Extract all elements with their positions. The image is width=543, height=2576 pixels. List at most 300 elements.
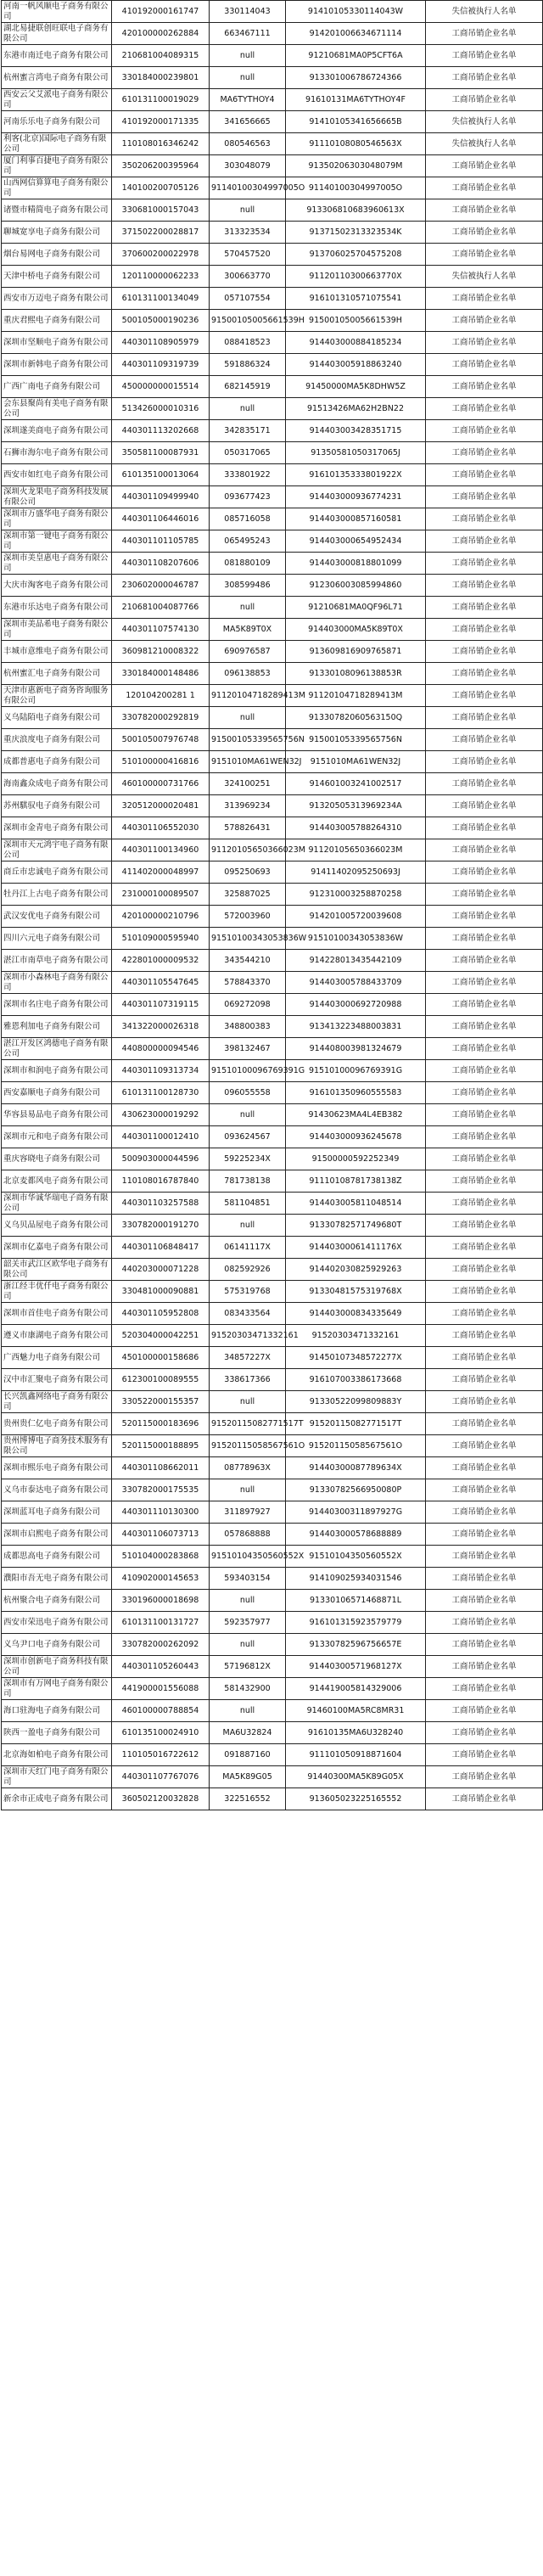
registration-number-cell: 612300100089555 bbox=[112, 1369, 210, 1391]
organization-code-cell: 57196812X bbox=[210, 1656, 286, 1678]
status-cell: 工商吊销企业名单 bbox=[426, 177, 543, 199]
company-name-cell: 深圳市美品希电子商务有限公司 bbox=[2, 619, 112, 641]
company-name-cell: 利客(北京)国际电子商务有限公司 bbox=[2, 133, 112, 155]
table-row bbox=[2, 1281, 543, 1303]
status-cell: 工商吊销企业名单 bbox=[426, 354, 543, 376]
status-cell: 工商吊销企业名单 bbox=[426, 244, 543, 266]
status-cell: 工商吊销企业名单 bbox=[426, 1082, 543, 1104]
registration-number-cell: 610131100134049 bbox=[112, 288, 210, 310]
credit-code-cell: 91513426MA62H2BN22 bbox=[286, 398, 426, 420]
credit-code-cell: 91411402095250693J bbox=[286, 861, 426, 884]
table-row bbox=[2, 266, 543, 288]
credit-code-cell: 914403000654952434 bbox=[286, 530, 426, 553]
organization-code-cell: MA5K89G05 bbox=[210, 1766, 286, 1788]
company-name-cell: 杭州蜜汇电子商务有限公司 bbox=[2, 663, 112, 685]
credit-code-cell: 914601003241002517 bbox=[286, 773, 426, 795]
company-name-cell: 西安市万迈电子商务有限公司 bbox=[2, 288, 112, 310]
registration-number-cell: 410902000145653 bbox=[112, 1568, 210, 1590]
table-row bbox=[2, 310, 543, 332]
status-cell: 工商吊销企业名单 bbox=[426, 553, 543, 575]
status-cell: 工商吊销企业名单 bbox=[426, 1325, 543, 1347]
organization-code-cell: 578826431 bbox=[210, 817, 286, 839]
table-row bbox=[2, 508, 543, 530]
status-cell: 工商吊销企业名单 bbox=[426, 199, 543, 222]
registration-number-cell: 520115000188895 bbox=[112, 1435, 210, 1457]
status-cell: 工商吊销企业名单 bbox=[426, 685, 543, 707]
status-cell: 工商吊销企业名单 bbox=[426, 1038, 543, 1060]
table-row bbox=[2, 751, 543, 773]
registration-number-cell: 231000100089507 bbox=[112, 884, 210, 906]
credit-code-cell: 91430623MA4L4EB382 bbox=[286, 1104, 426, 1126]
organization-code-cell: 348800383 bbox=[210, 1016, 286, 1038]
organization-code-cell: 300663770 bbox=[210, 266, 286, 288]
credit-code-cell: 91460100MA5RC8MR31 bbox=[286, 1700, 426, 1722]
status-cell: 工商吊销企业名单 bbox=[426, 530, 543, 553]
registration-number-cell: 371502200028817 bbox=[112, 222, 210, 244]
table-row bbox=[2, 663, 543, 685]
table-row bbox=[2, 1744, 543, 1766]
credit-code-cell: 914403005918863240 bbox=[286, 354, 426, 376]
organization-code-cell: 085716058 bbox=[210, 508, 286, 530]
table-row bbox=[2, 597, 543, 619]
company-name-cell: 深圳市小森林电子商务有限公司 bbox=[2, 972, 112, 994]
registration-number-cell: 440301108905979 bbox=[112, 332, 210, 354]
status-cell: 工商吊销企业名单 bbox=[426, 1126, 543, 1148]
status-cell: 工商吊销企业名单 bbox=[426, 1193, 543, 1215]
organization-code-cell: null bbox=[210, 45, 286, 67]
company-list-table bbox=[1, 0, 543, 1810]
credit-code-cell: 91330522099809883Y bbox=[286, 1391, 426, 1413]
credit-code-cell: 91440300MA5K89G05X bbox=[286, 1766, 426, 1788]
table-row bbox=[2, 1170, 543, 1193]
table-row bbox=[2, 45, 543, 67]
status-cell: 工商吊销企业名单 bbox=[426, 817, 543, 839]
registration-number-cell: 430623000019292 bbox=[112, 1104, 210, 1126]
registration-number-cell: 440301108207606 bbox=[112, 553, 210, 575]
registration-number-cell: 341322000026318 bbox=[112, 1016, 210, 1038]
table-row bbox=[2, 1038, 543, 1060]
credit-code-cell: 91330481575319768X bbox=[286, 1281, 426, 1303]
table-row bbox=[2, 1524, 543, 1546]
company-name-cell: 海口驻海电子商务有限公司 bbox=[2, 1700, 112, 1722]
status-cell: 工商吊销企业名单 bbox=[426, 1281, 543, 1303]
organization-code-cell: 91500105339565756N bbox=[210, 729, 286, 751]
registration-number-cell: 440301100012410 bbox=[112, 1126, 210, 1148]
table-row bbox=[2, 575, 543, 597]
registration-number-cell: 330184000239801 bbox=[112, 67, 210, 89]
status-cell: 失信被执行人名单 bbox=[426, 1, 543, 23]
company-name-cell: 西安市如红电子商务有限公司 bbox=[2, 464, 112, 486]
table-row bbox=[2, 1612, 543, 1634]
organization-code-cell: 91510100096769391G bbox=[210, 1060, 286, 1082]
table-row bbox=[2, 884, 543, 906]
organization-code-cell: 91520115082771517T bbox=[210, 1413, 286, 1435]
organization-code-cell: 781738138 bbox=[210, 1170, 286, 1193]
company-name-cell: 山西网信算算电子商务有限公司 bbox=[2, 177, 112, 199]
status-cell: 失信被执行人名单 bbox=[426, 266, 543, 288]
company-name-cell: 天津市惠新电子商务咨询服务有限公司 bbox=[2, 685, 112, 707]
credit-code-cell: 91440300311897927G bbox=[286, 1501, 426, 1524]
table-row bbox=[2, 950, 543, 972]
registration-number-cell: 440301107767076 bbox=[112, 1766, 210, 1788]
table-row bbox=[2, 1788, 543, 1810]
registration-number-cell: 350581100087931 bbox=[112, 442, 210, 464]
organization-code-cell: 663467111 bbox=[210, 23, 286, 45]
organization-code-cell: 081880109 bbox=[210, 553, 286, 575]
status-cell: 工商吊销企业名单 bbox=[426, 332, 543, 354]
organization-code-cell: null bbox=[210, 1590, 286, 1612]
table-row bbox=[2, 1634, 543, 1656]
table-row bbox=[2, 1546, 543, 1568]
company-name-cell: 西安嘉顺电子商务有限公司 bbox=[2, 1082, 112, 1104]
credit-code-cell: 912310003258870258 bbox=[286, 884, 426, 906]
status-cell: 工商吊销企业名单 bbox=[426, 906, 543, 928]
company-name-cell: 义乌尹口电子商务有限公司 bbox=[2, 1634, 112, 1656]
organization-code-cell: 311897927 bbox=[210, 1501, 286, 1524]
registration-number-cell: 330782000191270 bbox=[112, 1215, 210, 1237]
table-row bbox=[2, 1060, 543, 1082]
status-cell: 工商吊销企业名单 bbox=[426, 45, 543, 67]
registration-number-cell: 610135100024910 bbox=[112, 1722, 210, 1744]
status-cell: 失信被执行人名单 bbox=[426, 133, 543, 155]
credit-code-cell: 914419005814329006 bbox=[286, 1678, 426, 1700]
table-row bbox=[2, 1479, 543, 1501]
status-cell: 工商吊销企业名单 bbox=[426, 1369, 543, 1391]
organization-code-cell: 050317065 bbox=[210, 442, 286, 464]
registration-number-cell: 440301103257588 bbox=[112, 1193, 210, 1215]
credit-code-cell: 91520303471332161 bbox=[286, 1325, 426, 1347]
table-row bbox=[2, 707, 543, 729]
table-row bbox=[2, 773, 543, 795]
status-cell: 工商吊销企业名单 bbox=[426, 861, 543, 884]
company-name-cell: 深圳市新韩电子商务有限公司 bbox=[2, 354, 112, 376]
table-row bbox=[2, 795, 543, 817]
table-row bbox=[2, 1678, 543, 1700]
registration-number-cell: 520115000183696 bbox=[112, 1413, 210, 1435]
credit-code-cell: 913706025704575208 bbox=[286, 244, 426, 266]
company-name-cell: 商丘市忠诚电子商务有限公司 bbox=[2, 861, 112, 884]
organization-code-cell: 082592926 bbox=[210, 1259, 286, 1281]
table-row bbox=[2, 442, 543, 464]
company-name-cell: 深圳市华诚华瑞电子商务有限公司 bbox=[2, 1193, 112, 1215]
status-cell: 工商吊销企业名单 bbox=[426, 795, 543, 817]
table-row bbox=[2, 1347, 543, 1369]
organization-code-cell: null bbox=[210, 398, 286, 420]
credit-code-cell: 913301006786724366 bbox=[286, 67, 426, 89]
credit-code-cell: 914201005720039608 bbox=[286, 906, 426, 928]
credit-code-cell: 91520115058567561O bbox=[286, 1435, 426, 1457]
status-cell: 工商吊销企业名单 bbox=[426, 1435, 543, 1457]
organization-code-cell: 91120104718289413M bbox=[210, 685, 286, 707]
table-row bbox=[2, 199, 543, 222]
company-name-cell: 重庆浪度电子商务有限公司 bbox=[2, 729, 112, 751]
company-name-cell: 深圳市首佳电子商务有限公司 bbox=[2, 1303, 112, 1325]
registration-number-cell: 460100000788854 bbox=[112, 1700, 210, 1722]
credit-code-cell: 91330782060563150Q bbox=[286, 707, 426, 729]
credit-code-cell: 914403005788433709 bbox=[286, 972, 426, 994]
company-name-cell: 义乌陆陌电子商务有限公司 bbox=[2, 707, 112, 729]
company-name-cell: 牡丹江上古电子商务有限公司 bbox=[2, 884, 112, 906]
status-cell: 工商吊销企业名单 bbox=[426, 1237, 543, 1259]
credit-code-cell: 91110108080546563X bbox=[286, 133, 426, 155]
credit-code-cell: 91110108781738138Z bbox=[286, 1170, 426, 1193]
table-row bbox=[2, 1259, 543, 1281]
registration-number-cell: 440301107319115 bbox=[112, 994, 210, 1016]
credit-code-cell: 916101310571075541 bbox=[286, 288, 426, 310]
registration-number-cell: 330184000148486 bbox=[112, 663, 210, 685]
credit-code-cell: 911101050918871604 bbox=[286, 1744, 426, 1766]
credit-code-cell: 91440300571968127X bbox=[286, 1656, 426, 1678]
status-cell: 工商吊销企业名单 bbox=[426, 928, 543, 950]
status-cell: 工商吊销企业名单 bbox=[426, 67, 543, 89]
status-cell: 工商吊销企业名单 bbox=[426, 1215, 543, 1237]
status-cell: 工商吊销企业名单 bbox=[426, 1766, 543, 1788]
organization-code-cell: 06141117X bbox=[210, 1237, 286, 1259]
company-name-cell: 苏州騏驭电子商务有限公司 bbox=[2, 795, 112, 817]
company-name-cell: 河南乐乐电子商务有限公司 bbox=[2, 111, 112, 133]
status-cell: 工商吊销企业名单 bbox=[426, 1391, 543, 1413]
credit-code-cell: 91210681MA0P5CFT6A bbox=[286, 45, 426, 67]
status-cell: 工商吊销企业名单 bbox=[426, 1612, 543, 1634]
credit-code-cell: 91140100304997005O bbox=[286, 177, 426, 199]
status-cell: 工商吊销企业名单 bbox=[426, 1104, 543, 1126]
organization-code-cell: 325887025 bbox=[210, 884, 286, 906]
registration-number-cell: 440301109499940 bbox=[112, 486, 210, 508]
organization-code-cell: 570457520 bbox=[210, 244, 286, 266]
table-row bbox=[2, 1193, 543, 1215]
table-row bbox=[2, 839, 543, 861]
organization-code-cell: 91510104350560552X bbox=[210, 1546, 286, 1568]
company-name-cell: 重庆君熙电子商务有限公司 bbox=[2, 310, 112, 332]
status-cell: 工商吊销企业名单 bbox=[426, 1656, 543, 1678]
table-row bbox=[2, 1325, 543, 1347]
table-row bbox=[2, 1, 543, 23]
credit-code-cell: 91610131MA6TYTHOY4F bbox=[286, 89, 426, 111]
registration-number-cell: 411402000048997 bbox=[112, 861, 210, 884]
organization-code-cell: null bbox=[210, 1104, 286, 1126]
company-name-cell: 深圳市和润电子商务有限公司 bbox=[2, 1060, 112, 1082]
organization-code-cell: null bbox=[210, 1700, 286, 1722]
status-cell: 工商吊销企业名单 bbox=[426, 1170, 543, 1193]
credit-code-cell: 913306810683960613X bbox=[286, 199, 426, 222]
company-name-cell: 杭州聚合电子商务有限公司 bbox=[2, 1590, 112, 1612]
credit-code-cell: 9151010MA61WEN32J bbox=[286, 751, 426, 773]
status-cell: 工商吊销企业名单 bbox=[426, 486, 543, 508]
table-row bbox=[2, 1435, 543, 1457]
organization-code-cell: null bbox=[210, 1391, 286, 1413]
status-cell: 工商吊销企业名单 bbox=[426, 972, 543, 994]
status-cell: 工商吊销企业名单 bbox=[426, 950, 543, 972]
organization-code-cell: 690976587 bbox=[210, 641, 286, 663]
status-cell: 工商吊销企业名单 bbox=[426, 663, 543, 685]
status-cell: 工商吊销企业名单 bbox=[426, 1148, 543, 1170]
status-cell: 工商吊销企业名单 bbox=[426, 751, 543, 773]
status-cell: 工商吊销企业名单 bbox=[426, 575, 543, 597]
credit-code-cell: 91520115082771517T bbox=[286, 1413, 426, 1435]
registration-number-cell: 610131100128730 bbox=[112, 1082, 210, 1104]
table-row bbox=[2, 222, 543, 244]
company-name-cell: 深圳市第一键电子商务有限公司 bbox=[2, 530, 112, 553]
organization-code-cell: 313323534 bbox=[210, 222, 286, 244]
company-name-cell: 湖北易捷联创旺联电子商务有限公司 bbox=[2, 23, 112, 45]
organization-code-cell: 08778963X bbox=[210, 1457, 286, 1479]
company-name-cell: 濮阳市吾无电子商务有限公司 bbox=[2, 1568, 112, 1590]
company-name-cell: 浙江经丰优仟电子商务有限公司 bbox=[2, 1281, 112, 1303]
table-row bbox=[2, 729, 543, 751]
registration-number-cell: 440301100134960 bbox=[112, 839, 210, 861]
registration-number-cell: 500105000190236 bbox=[112, 310, 210, 332]
registration-number-cell: 330681000157043 bbox=[112, 199, 210, 222]
status-cell: 工商吊销企业名单 bbox=[426, 1347, 543, 1369]
credit-code-cell: 91330782566950080P bbox=[286, 1479, 426, 1501]
credit-code-cell: 91510104350560552X bbox=[286, 1546, 426, 1568]
table-row bbox=[2, 1215, 543, 1237]
credit-code-cell: 91500000592252349 bbox=[286, 1148, 426, 1170]
registration-number-cell: 350206200395964 bbox=[112, 155, 210, 177]
table-row bbox=[2, 1722, 543, 1744]
organization-code-cell: 91520303471332161 bbox=[210, 1325, 286, 1347]
status-cell: 工商吊销企业名单 bbox=[426, 597, 543, 619]
status-cell: 工商吊销企业名单 bbox=[426, 1634, 543, 1656]
credit-code-cell: 914408003981324679 bbox=[286, 1038, 426, 1060]
registration-number-cell: 360502120032828 bbox=[112, 1788, 210, 1810]
company-name-cell: 深圳市创新电子商务科技有限公司 bbox=[2, 1656, 112, 1678]
table-row bbox=[2, 641, 543, 663]
status-cell: 工商吊销企业名单 bbox=[426, 707, 543, 729]
credit-code-cell: 91330782571749680T bbox=[286, 1215, 426, 1237]
status-cell: 工商吊销企业名单 bbox=[426, 994, 543, 1016]
table-row bbox=[2, 1148, 543, 1170]
registration-number-cell: 210681004087766 bbox=[112, 597, 210, 619]
company-name-cell: 四川六元电子商务有限公司 bbox=[2, 928, 112, 950]
organization-code-cell: null bbox=[210, 597, 286, 619]
company-name-cell: 义乌市泰达电子商务有限公司 bbox=[2, 1479, 112, 1501]
registration-number-cell: 440301105260443 bbox=[112, 1656, 210, 1678]
registration-number-cell: 450100000158686 bbox=[112, 1347, 210, 1369]
registration-number-cell: 610131100019029 bbox=[112, 89, 210, 111]
organization-code-cell: 581104851 bbox=[210, 1193, 286, 1215]
organization-code-cell: null bbox=[210, 1634, 286, 1656]
status-cell: 工商吊销企业名单 bbox=[426, 508, 543, 530]
table-row bbox=[2, 111, 543, 133]
status-cell: 工商吊销企业名单 bbox=[426, 1722, 543, 1744]
status-cell: 工商吊销企业名单 bbox=[426, 288, 543, 310]
registration-number-cell: 510100000416816 bbox=[112, 751, 210, 773]
credit-code-cell: 91500105005661539H bbox=[286, 310, 426, 332]
credit-code-cell: 914403000692720988 bbox=[286, 994, 426, 1016]
credit-code-cell: 91120104718289413M bbox=[286, 685, 426, 707]
company-name-cell: 深圳市美皇惠电子商务有限公司 bbox=[2, 553, 112, 575]
status-cell: 工商吊销企业名单 bbox=[426, 1568, 543, 1590]
company-name-cell: 深圳市金青电子商务有限公司 bbox=[2, 817, 112, 839]
company-name-cell: 遵义市康湖电子商务有限公司 bbox=[2, 1325, 112, 1347]
organization-code-cell: 303048079 bbox=[210, 155, 286, 177]
table-row bbox=[2, 530, 543, 553]
company-name-cell: 烟台易网电子商务有限公司 bbox=[2, 244, 112, 266]
company-name-cell: 长兴凯鑫网络电子商务有限公司 bbox=[2, 1391, 112, 1413]
status-cell: 工商吊销企业名单 bbox=[426, 1678, 543, 1700]
company-name-cell: 重庆容晓电子商务有限公司 bbox=[2, 1148, 112, 1170]
registration-number-cell: 330782000262092 bbox=[112, 1634, 210, 1656]
status-cell: 工商吊销企业名单 bbox=[426, 1016, 543, 1038]
company-name-cell: 聊城宽享电子商务有限公司 bbox=[2, 222, 112, 244]
company-name-cell: 深圳市名庄电子商务有限公司 bbox=[2, 994, 112, 1016]
registration-number-cell: 440203000071228 bbox=[112, 1259, 210, 1281]
table-row bbox=[2, 1082, 543, 1104]
credit-code-cell: 914403000857160581 bbox=[286, 508, 426, 530]
registration-number-cell: 110108016346242 bbox=[112, 133, 210, 155]
table-row bbox=[2, 1568, 543, 1590]
organization-code-cell: 342835171 bbox=[210, 420, 286, 442]
registration-number-cell: 330522000155357 bbox=[112, 1391, 210, 1413]
organization-code-cell: 341656665 bbox=[210, 111, 286, 133]
organization-code-cell: 313969234 bbox=[210, 795, 286, 817]
organization-code-cell: 9151010MA61WEN32J bbox=[210, 751, 286, 773]
company-name-cell: 杭州蜜言湾电子商务有限公司 bbox=[2, 67, 112, 89]
organization-code-cell: 093677423 bbox=[210, 486, 286, 508]
credit-code-cell: 914402030825929263 bbox=[286, 1259, 426, 1281]
registration-number-cell: 320512000020481 bbox=[112, 795, 210, 817]
company-name-cell: 深圳市万盛华电子商务有限公司 bbox=[2, 508, 112, 530]
table-row bbox=[2, 354, 543, 376]
table-row bbox=[2, 1237, 543, 1259]
organization-code-cell: 322516552 bbox=[210, 1788, 286, 1810]
company-name-cell: 诸暨市精简电子商务有限公司 bbox=[2, 199, 112, 222]
status-cell: 工商吊销企业名单 bbox=[426, 1524, 543, 1546]
registration-number-cell: 330481000090881 bbox=[112, 1281, 210, 1303]
company-name-cell: 广西魅力电子商务有限公司 bbox=[2, 1347, 112, 1369]
organization-code-cell: null bbox=[210, 67, 286, 89]
organization-code-cell: 59225234X bbox=[210, 1148, 286, 1170]
credit-code-cell: 91330782596756657E bbox=[286, 1634, 426, 1656]
table-row bbox=[2, 89, 543, 111]
organization-code-cell: 591886324 bbox=[210, 354, 286, 376]
table-row bbox=[2, 155, 543, 177]
credit-code-cell: 91410105341656665B bbox=[286, 111, 426, 133]
table-row bbox=[2, 464, 543, 486]
status-cell: 工商吊销企业名单 bbox=[426, 1259, 543, 1281]
organization-code-cell: 91500105005661539H bbox=[210, 310, 286, 332]
table-row bbox=[2, 1656, 543, 1678]
credit-code-cell: 91120105650366023M bbox=[286, 839, 426, 861]
registration-number-cell: 230602000046787 bbox=[112, 575, 210, 597]
status-cell: 工商吊销企业名单 bbox=[426, 1700, 543, 1722]
credit-code-cell: 91350581050317065J bbox=[286, 442, 426, 464]
organization-code-cell: 065495243 bbox=[210, 530, 286, 553]
company-name-cell: 北京海如柏电子商务有限公司 bbox=[2, 1744, 112, 1766]
organization-code-cell: 088418523 bbox=[210, 332, 286, 354]
credit-code-cell: 91510100343053836W bbox=[286, 928, 426, 950]
status-cell: 工商吊销企业名单 bbox=[426, 729, 543, 751]
company-name-cell: 天津中桥电子商务有限公司 bbox=[2, 266, 112, 288]
table-row bbox=[2, 1104, 543, 1126]
credit-code-cell: 91330108096138853R bbox=[286, 663, 426, 685]
organization-code-cell: 592357977 bbox=[210, 1612, 286, 1634]
organization-code-cell: 338617366 bbox=[210, 1369, 286, 1391]
company-name-cell: 深圳市天红门电子商务有限公司 bbox=[2, 1766, 112, 1788]
organization-code-cell: MA5K89T0X bbox=[210, 619, 286, 641]
organization-code-cell: MA6TYTHOY4 bbox=[210, 89, 286, 111]
table-row bbox=[2, 972, 543, 994]
company-name-cell: 深圳火龙果电子商务科技发展有限公司 bbox=[2, 486, 112, 508]
company-name-cell: 北京麦都风电子商务有限公司 bbox=[2, 1170, 112, 1193]
credit-code-cell: 91330106571468871L bbox=[286, 1590, 426, 1612]
company-name-cell: 会东县聚尚有美电子商务有限公司 bbox=[2, 398, 112, 420]
registration-number-cell: 440301106073713 bbox=[112, 1524, 210, 1546]
registration-number-cell: 440301107574130 bbox=[112, 619, 210, 641]
table-row bbox=[2, 1700, 543, 1722]
status-cell: 工商吊销企业名单 bbox=[426, 442, 543, 464]
